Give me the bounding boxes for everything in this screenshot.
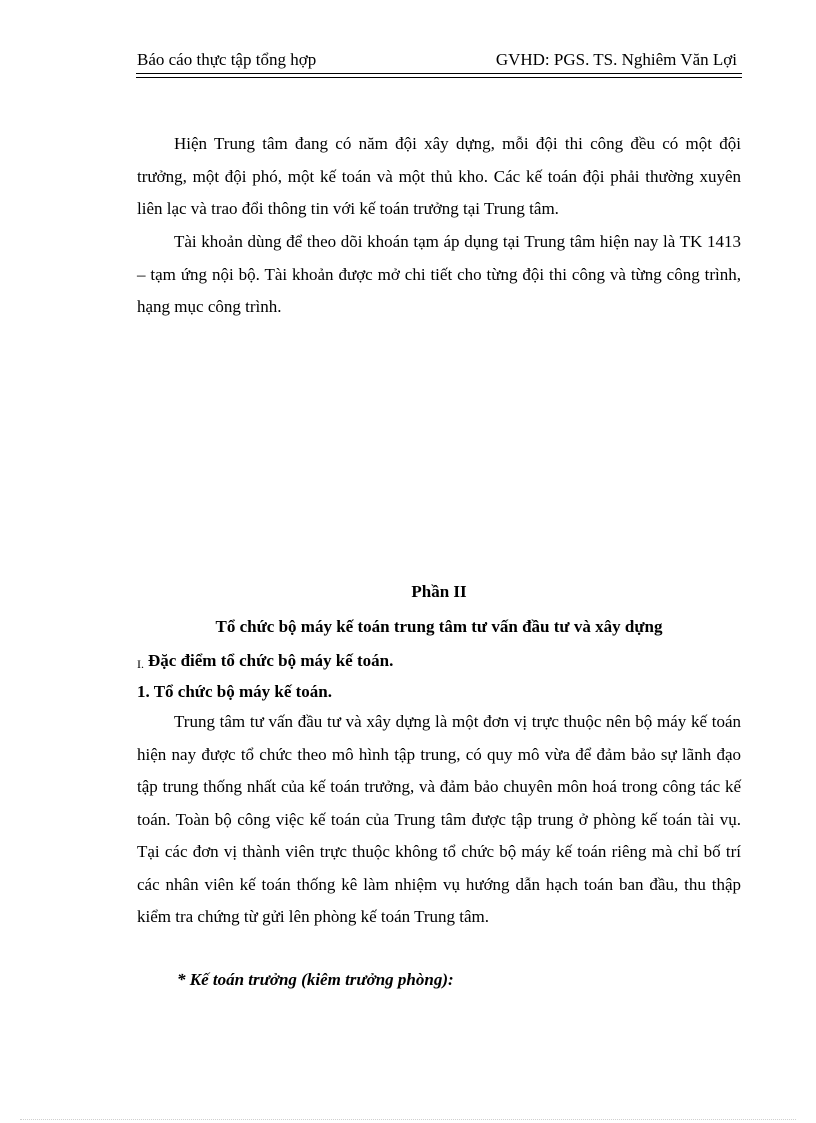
part-title: Tổ chức bộ máy kế toán trung tâm tư vấn đầu tư và xây dựng [215, 617, 663, 636]
role-heading: * Kế toán trưởng (kiêm trưởng phòng): [177, 970, 454, 989]
part-label: Phần II [411, 582, 467, 601]
section-heading: Đặc điểm tổ chức bộ máy kế toán. [148, 651, 394, 670]
page-header [137, 50, 741, 72]
header-rule-thin [136, 77, 742, 78]
section-number: I. [137, 657, 144, 671]
header-supervisor: GVHD: PGS. TS. Nghiêm Văn Lợi [495, 50, 737, 69]
header-report-title: Báo cáo thực tập tổng hợp [137, 50, 317, 69]
header-rule-thick [136, 73, 742, 74]
paragraph-teams: Hiện Trung tâm đang có năm đội xây dựng, mỗi đội thi công đều có một đội trưởng, một đội phó, một kế toán và một thủ kho. Các kế toán đội phải thường xuyên liên lạc và trao đổi thông tin với kế toán trưởng tại Trung tâm. [137, 134, 741, 218]
page-bottom-border [20, 1119, 796, 1120]
subsection-heading: 1. Tổ chức bộ máy kế toán. [137, 682, 333, 701]
paragraph-account: Tài khoản dùng để theo dõi khoán tạm áp dụng tại Trung tâm hiện nay là TK 1413 – tạm ứng nội bộ. Tài khoản được mở chi tiết cho từng đội thi công và từng công trình, hạng mục công trình. [137, 232, 741, 316]
paragraph-organization: Trung tâm tư vấn đầu tư và xây dựng là một đơn vị trực thuộc nên bộ máy kế toán hiện nay được tổ chức theo mô hình tập trung, có quy mô vừa để đảm bảo sự lãnh đạo tập trung thống nhất của kế toán trưởng, và đảm bảo chuyên môn hoá trong công tác kế toán. Toàn bộ công việc kế toán của Trung tâm được tập trung ở phòng kế toán tài vụ. Tại các đơn vị thành viên trực thuộc không tổ chức bộ máy kế toán riêng mà chỉ bố trí các nhân viên kế toán thống kê làm nhiệm vụ hướng dẫn hạch toán ban đầu, thu thập kiểm tra chứng từ gửi lên phòng kế toán Trung tâm. [137, 712, 741, 926]
